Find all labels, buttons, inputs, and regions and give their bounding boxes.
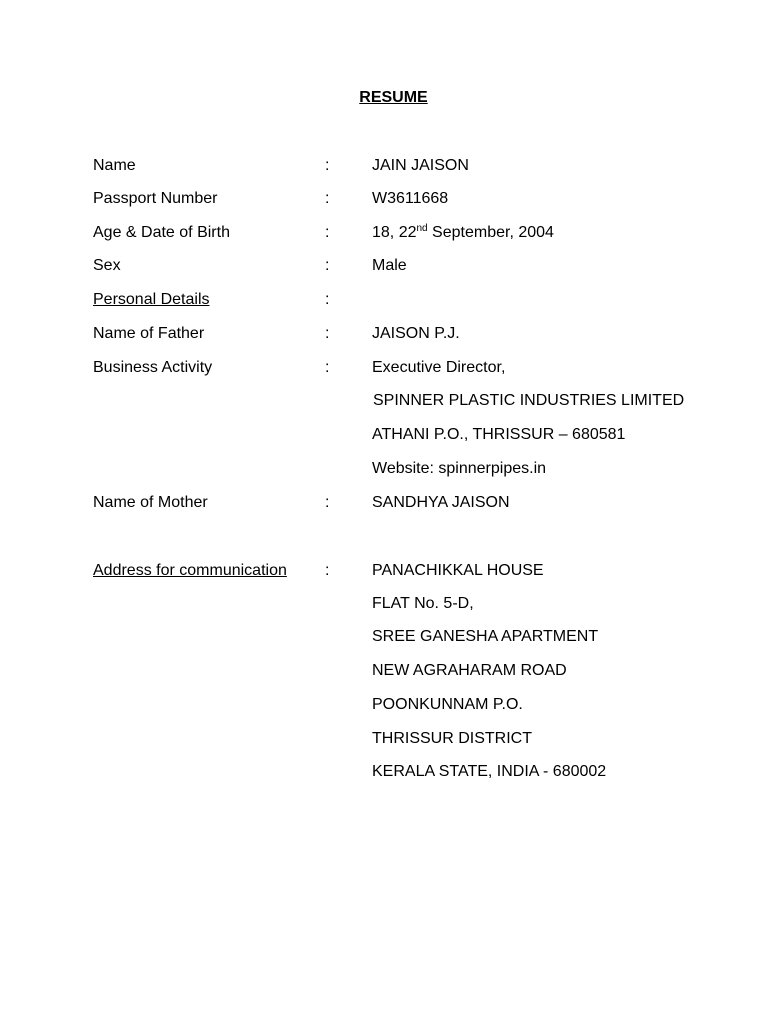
field-colon: : [325, 494, 330, 511]
field-row-business [0, 359, 768, 381]
field-colon: : [325, 562, 330, 579]
field-label-business: Business Activity [93, 359, 213, 376]
field-value-age-dob [372, 224, 554, 242]
business-line: Website: spinnerpipes.in [372, 460, 547, 477]
address-line: PANACHIKKAL HOUSE [372, 562, 544, 579]
field-row-address-cont [0, 595, 768, 617]
field-row-address-cont [0, 628, 768, 650]
field-value-father: JAISON P.J. [372, 325, 460, 342]
field-label-father: Name of Father [93, 325, 205, 342]
field-label-sex: Sex [93, 257, 121, 274]
dob-ordinal-suffix: nd [416, 223, 428, 234]
field-row-personal-details [0, 291, 768, 313]
field-label-mother: Name of Mother [93, 494, 208, 511]
field-value-sex: Male [372, 257, 407, 274]
field-row-age-dob [0, 224, 768, 246]
field-row-address-cont [0, 696, 768, 718]
field-colon: : [325, 157, 330, 174]
field-row-address [0, 562, 768, 584]
field-label-passport: Passport Number [93, 190, 218, 207]
business-line: Executive Director, [372, 359, 506, 376]
field-colon: : [325, 190, 330, 207]
dob-prefix: 18, 22 [372, 224, 417, 241]
field-row-address-cont [0, 662, 768, 684]
field-row-sex [0, 257, 768, 279]
field-row-business-cont [0, 460, 768, 482]
address-line: POONKUNNAM P.O. [372, 696, 523, 713]
section-heading-personal-details: Personal Details [93, 291, 210, 308]
field-colon: : [325, 291, 330, 308]
field-row-passport [0, 190, 768, 212]
address-line: THRISSUR DISTRICT [372, 730, 532, 747]
field-row-business-cont [0, 426, 768, 448]
field-value-mother: SANDHYA JAISON [372, 494, 510, 511]
document-title: RESUME [359, 89, 428, 106]
field-value-name: JAIN JAISON [372, 157, 469, 174]
field-colon: : [325, 224, 330, 241]
field-row-mother [0, 494, 768, 516]
address-line: NEW AGRAHARAM ROAD [372, 662, 567, 679]
address-line: FLAT No. 5-D, [372, 595, 474, 612]
business-line: ATHANI P.O., THRISSUR – 680581 [372, 426, 626, 443]
address-line: SREE GANESHA APARTMENT [372, 628, 599, 645]
section-heading-address: Address for communication [93, 562, 287, 579]
field-row-address-cont [0, 730, 768, 752]
field-colon: : [325, 257, 330, 274]
business-line: SPINNER PLASTIC INDUSTRIES LIMITED [373, 392, 685, 409]
field-colon: : [325, 359, 330, 376]
address-line: KERALA STATE, INDIA - 680002 [372, 763, 607, 780]
field-row-business-cont [0, 392, 768, 414]
field-value-passport: W3611668 [372, 190, 449, 207]
dob-suffix: September, 2004 [427, 224, 554, 241]
field-colon: : [325, 325, 330, 342]
field-label-name: Name [93, 157, 136, 174]
field-row-name [0, 157, 768, 179]
field-row-address-cont [0, 763, 768, 785]
field-label-age-dob: Age & Date of Birth [93, 224, 230, 241]
field-row-father [0, 325, 768, 347]
